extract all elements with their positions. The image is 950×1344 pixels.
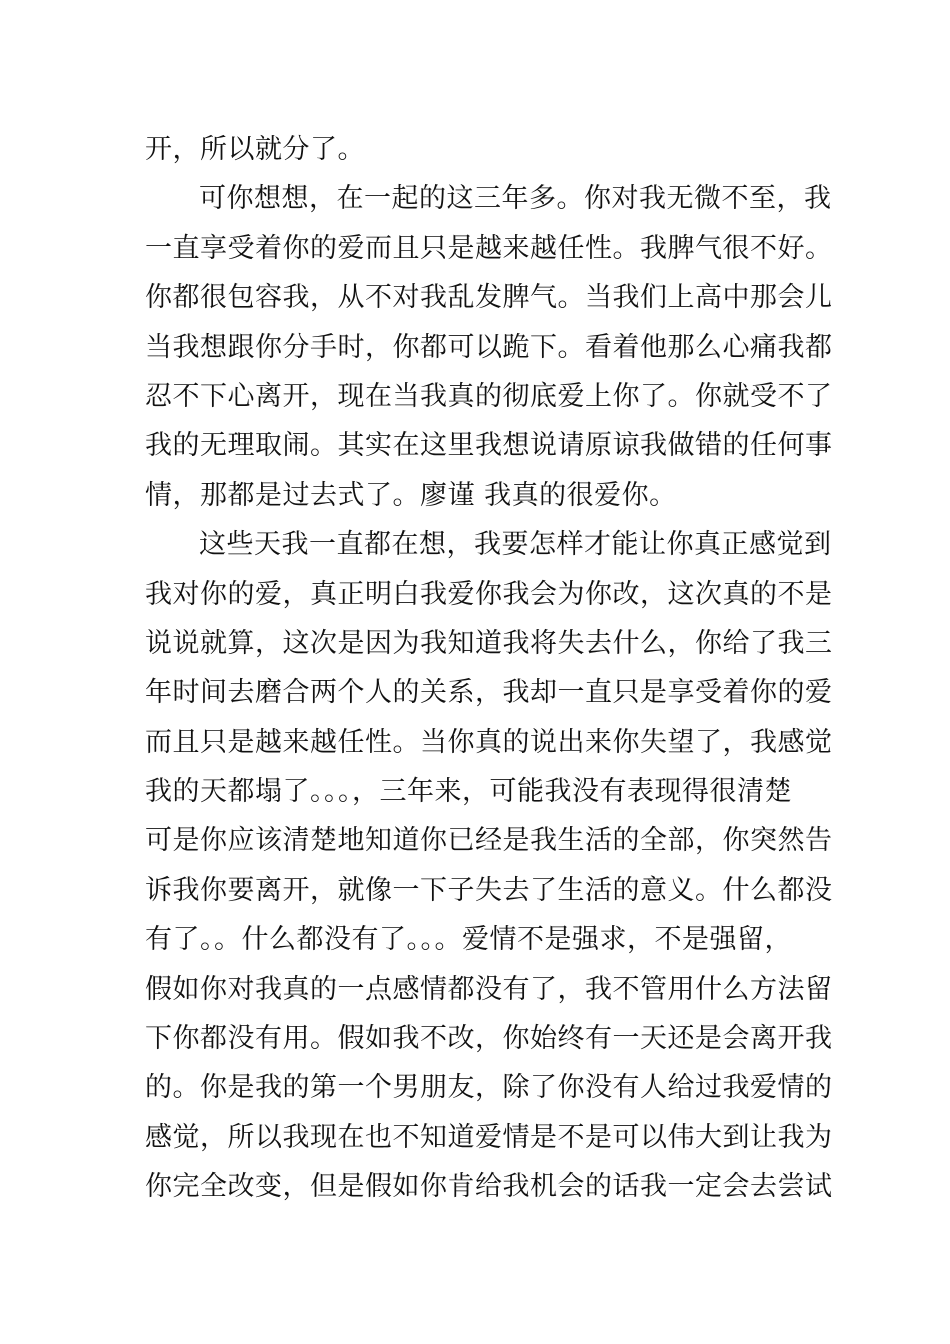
text-line: 年时间去磨合两个人的关系，我却一直只是享受着你的爱 (145, 677, 833, 709)
text-line: 当我想跟你分手时，你都可以跪下。看着他那么心痛我都 (145, 331, 833, 363)
text-line: 情，那都是过去式了。廖谨 我真的很爱你。 (145, 479, 677, 511)
body-text (145, 125, 833, 1212)
text-line: 可是你应该清楚地知道你已经是我生活的全部，你突然告 (145, 825, 833, 857)
text-line: 一直享受着你的爱而且只是越来越任性。我脾气很不好。 (145, 232, 833, 264)
text-line: 的。你是我的第一个男朋友，除了你没有人给过我爱情的 (145, 1072, 833, 1104)
text-line: 你完全改变，但是假如你肯给我机会的话我一定会去尝试 (145, 1171, 833, 1203)
text-line: 可你想想，在一起的这三年多。你对我无微不至，我 (199, 183, 832, 215)
text-line: 而且只是越来越任性。当你真的说出来你失望了，我感觉 (145, 726, 833, 758)
text-line: 这些天我一直都在想，我要怎样才能让你真正感觉到 (199, 529, 832, 561)
text-line: 忍不下心离开，现在当我真的彻底爱上你了。你就受不了 (145, 380, 833, 412)
text-line: 开，所以就分了。 (145, 134, 365, 165)
text-line: 我的无理取闹。其实在这里我想说请原谅我做错的任何事 (145, 430, 833, 462)
text-line: 有了。。什么都没有了。。。爱情不是强求，不是强留， (145, 924, 792, 956)
text-line: 感觉，所以我现在也不知道爱情是不是可以伟大到让我为 (145, 1121, 833, 1153)
text-line: 我对你的爱，真正明白我爱你我会为你改，这次真的不是 (145, 578, 833, 610)
text-line: 假如你对我真的一点感情都没有了，我不管用什么方法留 (145, 973, 833, 1005)
text-line: 说说就算，这次是因为我知道我将失去什么，你给了我三 (145, 627, 833, 659)
text-line: 诉我你要离开，就像一下子失去了生活的意义。什么都没 (145, 874, 833, 906)
text-line: 你都很包容我，从不对我乱发脾气。当我们上高中那会儿 (145, 282, 833, 314)
text-line: 我的天都塌了。。。，三年来，可能我没有表现得很清楚 (145, 776, 792, 808)
text-line: 下你都没有用。假如我不改，你始终有一天还是会离开我 (145, 1023, 833, 1055)
